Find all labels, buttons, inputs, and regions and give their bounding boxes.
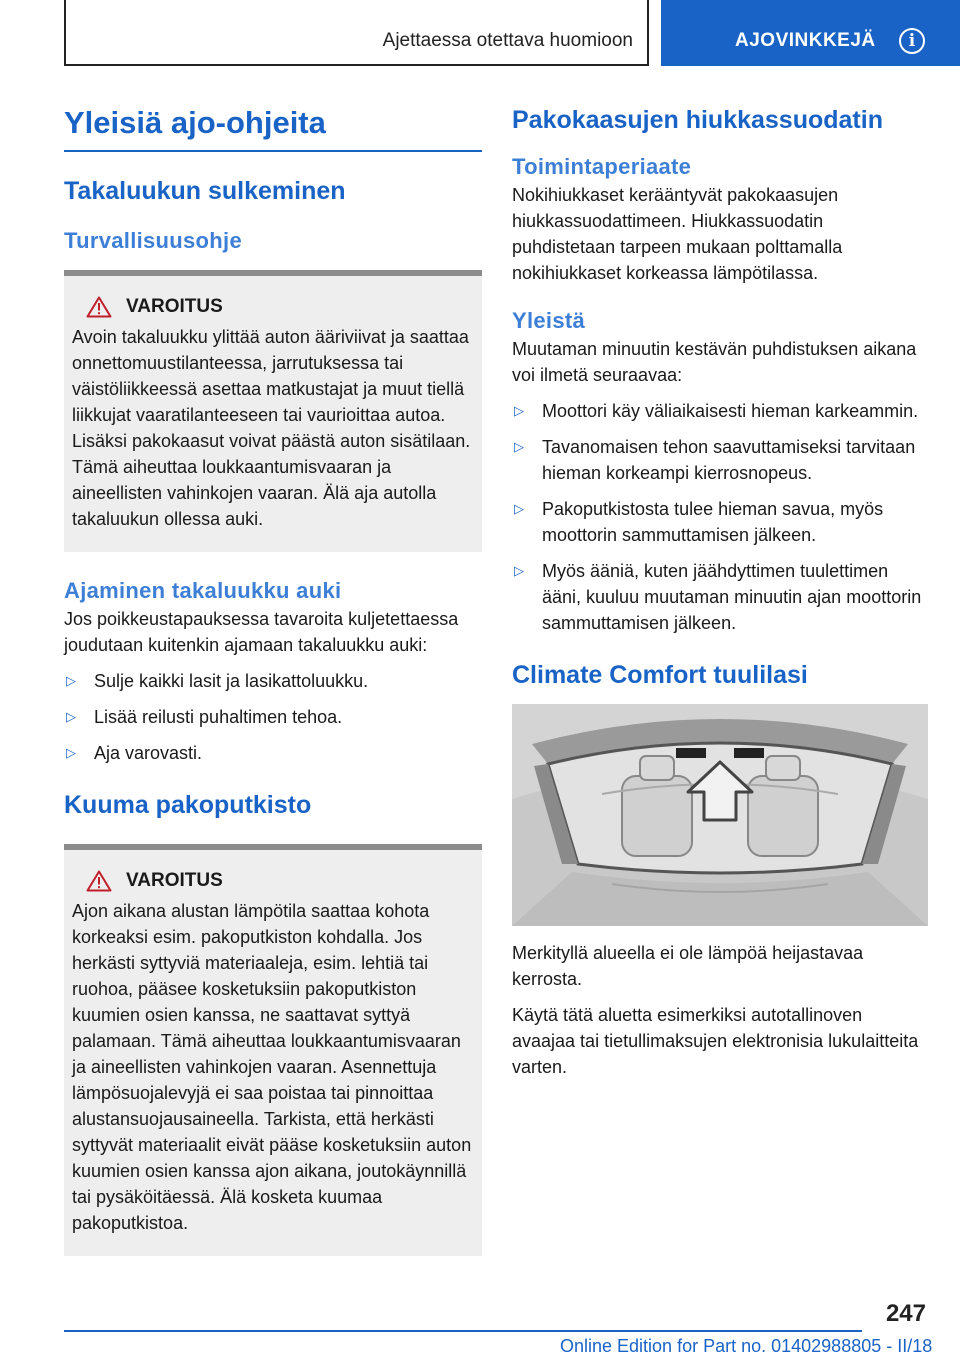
warning-triangle-icon <box>86 296 112 318</box>
bullet-triangle-icon: ▷ <box>66 673 76 688</box>
list-general-effects <box>512 398 928 636</box>
warning-label: VAROITUS <box>126 296 223 317</box>
chapter-tab-label: AJOVINKKEJÄ <box>735 30 876 51</box>
heading-principle: Toimintaperiaate <box>512 154 692 179</box>
footer-edition: Online Edition for Part no. 01402988805 - II/18 <box>560 1336 933 1356</box>
bullet-triangle-icon: ▷ <box>514 563 524 578</box>
paragraph-climate-1: Merkityllä alueella ei ole lämpöä heijastavaa kerrosta. <box>512 943 864 989</box>
page-number: 247 <box>885 1300 926 1327</box>
main-heading: Yleisiä ajo-ohjeita <box>64 100 482 152</box>
windshield-illustration <box>512 704 928 926</box>
list-item: ▷ Pakoputkistosta tulee hieman savua, myös moottorin sammuttamisen jälkeen. <box>512 496 928 548</box>
heading-general: Yleistä <box>512 308 586 333</box>
warning-header <box>72 870 474 892</box>
info-icon[interactable]: i <box>899 28 925 54</box>
warning-text: Avoin takaluukku ylittää auton ääriviivat ja saattaa onnettomuustilanteessa, jarrutuksessa tai väistöliikkeessä asettaa matkustajat ja muut tiellä liikkujat vaaratilanteeseen tai vaurioittaa autoa. Lisäksi pakokaasut voivat päästä auton sisätilaan. Tämä aiheuttaa loukkaantumisvaaran ja aineellisten vahinkojen vaaran. Älä aja autolla takaluukun ollessa auki. <box>72 327 471 529</box>
heading-hot-exhaust: Kuuma pakoputkisto <box>64 791 312 819</box>
list-item: ▷ Aja varovasti. <box>64 740 482 766</box>
bullet-triangle-icon: ▷ <box>66 745 76 760</box>
left-column <box>64 100 482 1256</box>
warning-header <box>72 296 474 318</box>
paragraph-general-intro: Muutaman minuutin kestävän puhdistuksen aikana voi ilmetä seuraavaa: <box>512 339 917 385</box>
heading-safety-note: Turvallisuusohje <box>64 228 242 253</box>
bullet-triangle-icon: ▷ <box>514 439 524 454</box>
list-item: ▷ Moottori käy väliaikaisesti hieman karkeammin. <box>512 398 928 424</box>
list-item: ▷ Sulje kaikki lasit ja lasikattoluukku. <box>64 668 482 694</box>
list-item: ▷ Tavanomaisen tehon saavuttamiseksi tarvitaan hieman korkeampi kierrosnopeus. <box>512 434 928 486</box>
warning-box-exhaust <box>64 844 482 1256</box>
bullet-triangle-icon: ▷ <box>66 709 76 724</box>
right-column <box>512 100 928 1080</box>
paragraph-principle: Nokihiukkaset kerääntyvät pakokaasujen hiukkassuodattimeen. Hiukkassuodatin puhdistetaan tarpeen mukaan polttamalla nokihiukkaset korkeassa lämpötilassa. <box>512 185 843 283</box>
heading-particle-filter: Pakokaasujen hiukkassuodatin <box>512 106 883 134</box>
footer-rule <box>64 1330 862 1332</box>
bullet-triangle-icon: ▷ <box>514 403 524 418</box>
heading-tailgate: Takaluukun sulkeminen <box>64 177 346 205</box>
header-section-box <box>64 0 649 66</box>
list-open-steps <box>64 668 482 766</box>
warning-triangle-icon <box>86 870 112 892</box>
bullet-triangle-icon: ▷ <box>514 501 524 516</box>
warning-label: VAROITUS <box>126 870 223 891</box>
paragraph-climate-2: Käytä tätä aluetta esimerkiksi autotallinoven avaajaa tai tietullimaksujen elektronisia lukulaitteita varten. <box>512 1005 919 1077</box>
warning-box-tailgate <box>64 270 482 552</box>
warning-text: Ajon aikana alustan lämpötila saattaa kohota korkeaksi esim. pakoputkiston kohdalla. Jos herkästi syttyviä materiaaleja, esim. lehtiä tai ruohoa, pääsee kosketuksiin pakoputkiston kuumien osien kanssa, ne saattavat syttyä palamaan. Tämä aiheuttaa loukkaantumisvaaran ja aineellisten vahinkojen vaaran. Asennettuja lämpösuojalevyjä ei saa poistaa tai pinnoittaa alustansuojausaineella. Tarkista, että herkästi syttyvät materiaalit eivät pääse kosketuksiin auton kuumien osien kanssa ajon aikana, joutokäynnillä tai pysäköitäessä. Älä kosketa kuumaa pakoputkistoa. <box>72 901 472 1233</box>
list-item: ▷ Lisää reilusti puhaltimen tehoa. <box>64 704 482 730</box>
list-item: ▷ Myös ääniä, kuten jäähdyttimen tuulettimen ääni, kuuluu muutaman minuutin ajan moottorin sammuttamisen jälkeen. <box>512 558 928 636</box>
paragraph-open-intro: Jos poikkeustapauksessa tavaroita kuljetettaessa joudutaan kuitenkin ajamaan takaluukku auki: <box>64 609 459 655</box>
heading-climate-comfort: Climate Comfort tuulilasi <box>512 661 808 689</box>
chapter-tab[interactable] <box>661 0 960 66</box>
heading-driving-open: Ajaminen takaluukku auki <box>64 578 342 603</box>
section-title: Ajettaessa otettava huomioon <box>382 30 633 51</box>
